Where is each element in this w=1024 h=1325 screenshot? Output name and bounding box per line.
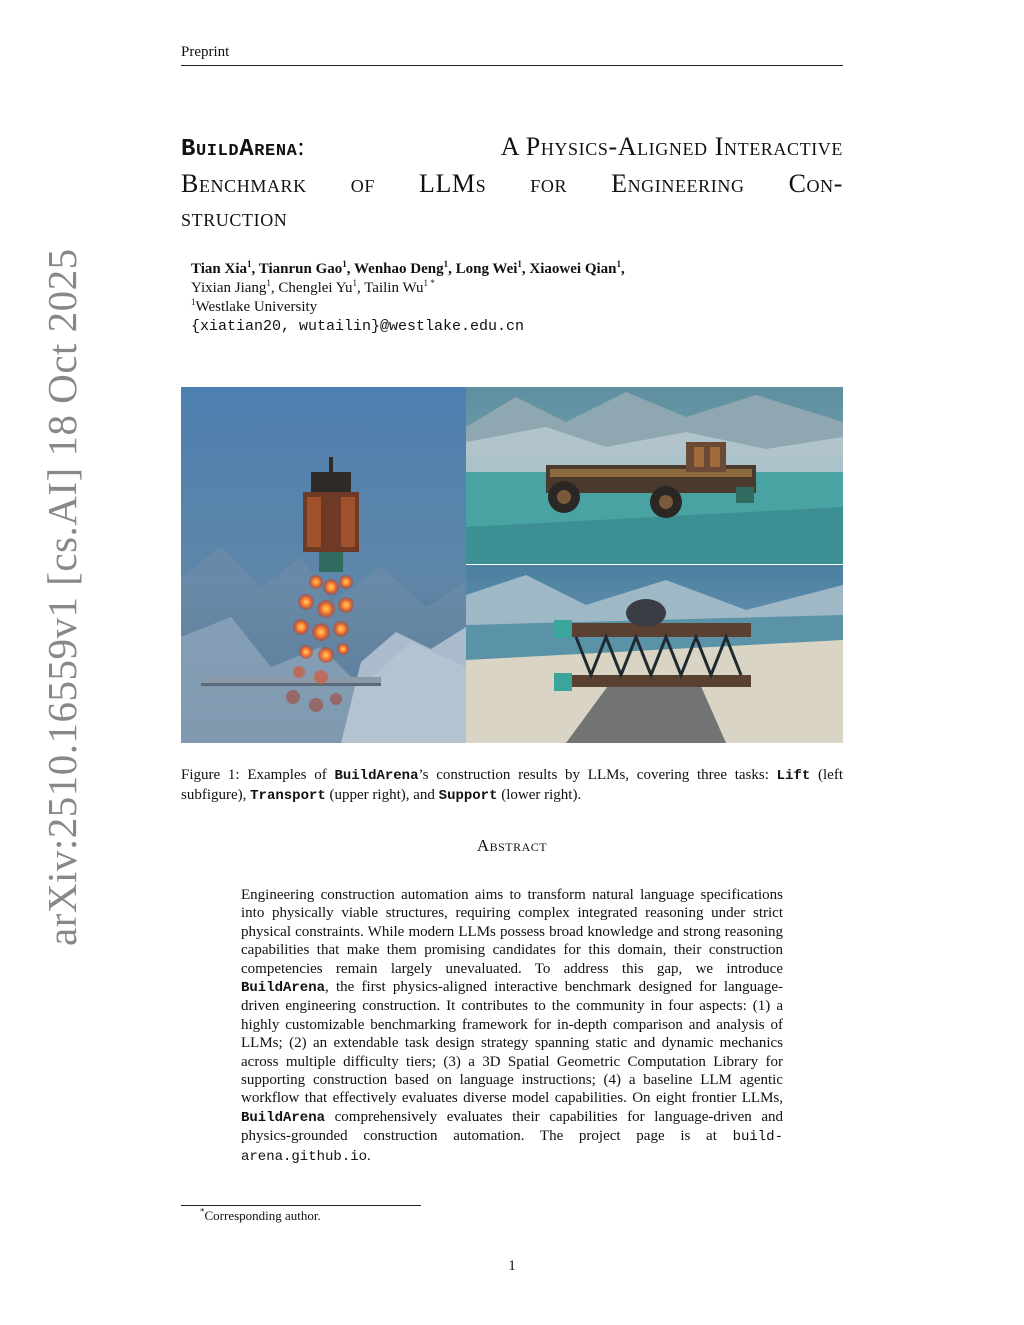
figure-caption: Figure 1: Examples of BuildArena’s construction results by LLMs, covering three tasks: Lift (left subfigure), Transport (upper right), and Support (lower right). [181, 767, 843, 804]
title-line-1-rest: A Physics-Aligned Interactive [500, 132, 843, 161]
title-line-3: struction [181, 203, 288, 232]
title-benchmark-name: BuildArena [181, 136, 298, 163]
abstract-heading: Abstract [476, 836, 548, 855]
author-line-2: Yixian Jiang$^1$, Chenglei Yu$^1$, Tailin $Wu^{1 *}$ [191, 278, 435, 296]
author-line-1: Tian Xia$^1$, Tianrun Gao$^1$, Wenhao Deng$^1$, Long Wei$^1$, Xiaowei Qian$^1$, [191, 259, 625, 277]
running-header: Preprint [181, 44, 230, 60]
support-panel-image [466, 565, 843, 743]
footnote-rule [181, 1205, 421, 1206]
author-email: {xiatian20, wutailin}@westlake.edu.cn [191, 318, 525, 335]
project-url-link[interactable]: build-arena.github.io [241, 1129, 783, 1165]
lift-panel-image [181, 387, 466, 743]
page-number: 1 [508, 1258, 516, 1274]
paper-title [181, 130, 843, 235]
figure-1 [181, 387, 843, 743]
title-line-1: BuildArena: A Physics-Aligned Interactive [181, 130, 843, 167]
header-rule [181, 65, 843, 66]
arxiv-identifier: arXiv:2510.16559v1 [cs.AI] 18 Oct 2025 [39, 248, 85, 946]
author-block [191, 260, 625, 336]
affiliation: $^1$Westlake University [191, 297, 318, 315]
abstract-body: Engineering construction automation aims to transform natural language specifications into physically viable structures, requiring complex integrated reasoning under strict physical constraints. While modern LLMs possess broad knowledge and strong reasoning capabilities that make them promising candidates for this domain, their construction competencies remain largely unevaluated. To address this gap, we introduce BuildArena, the first physics-aligned interactive benchmark designed for language-driven engineering construction. It contributes to the community in four aspects: (1) a highly customizable benchmarking framework for in-depth comparison and analysis of LLMs; (2) an extendable task design strategy spanning static and dynamic mechanics across multiple difficulty tiers; (3) a 3D Spatial Geometric Computation Library for supporting construction based on language instructions; (4) a baseline LLM agentic workflow that effectively evaluates diverse model capabilities. On eight frontier LLMs, BuildArena comprehensively evaluates their capabilities for language-driven and physics-grounded construction automation. The project page is at build-arena.github.io. [241, 887, 783, 1165]
title-line-2: Benchmark of LLMs for Engineering Con- [181, 169, 843, 198]
footnote: *Corresponding author. [200, 1206, 321, 1223]
transport-panel-image [466, 387, 843, 564]
